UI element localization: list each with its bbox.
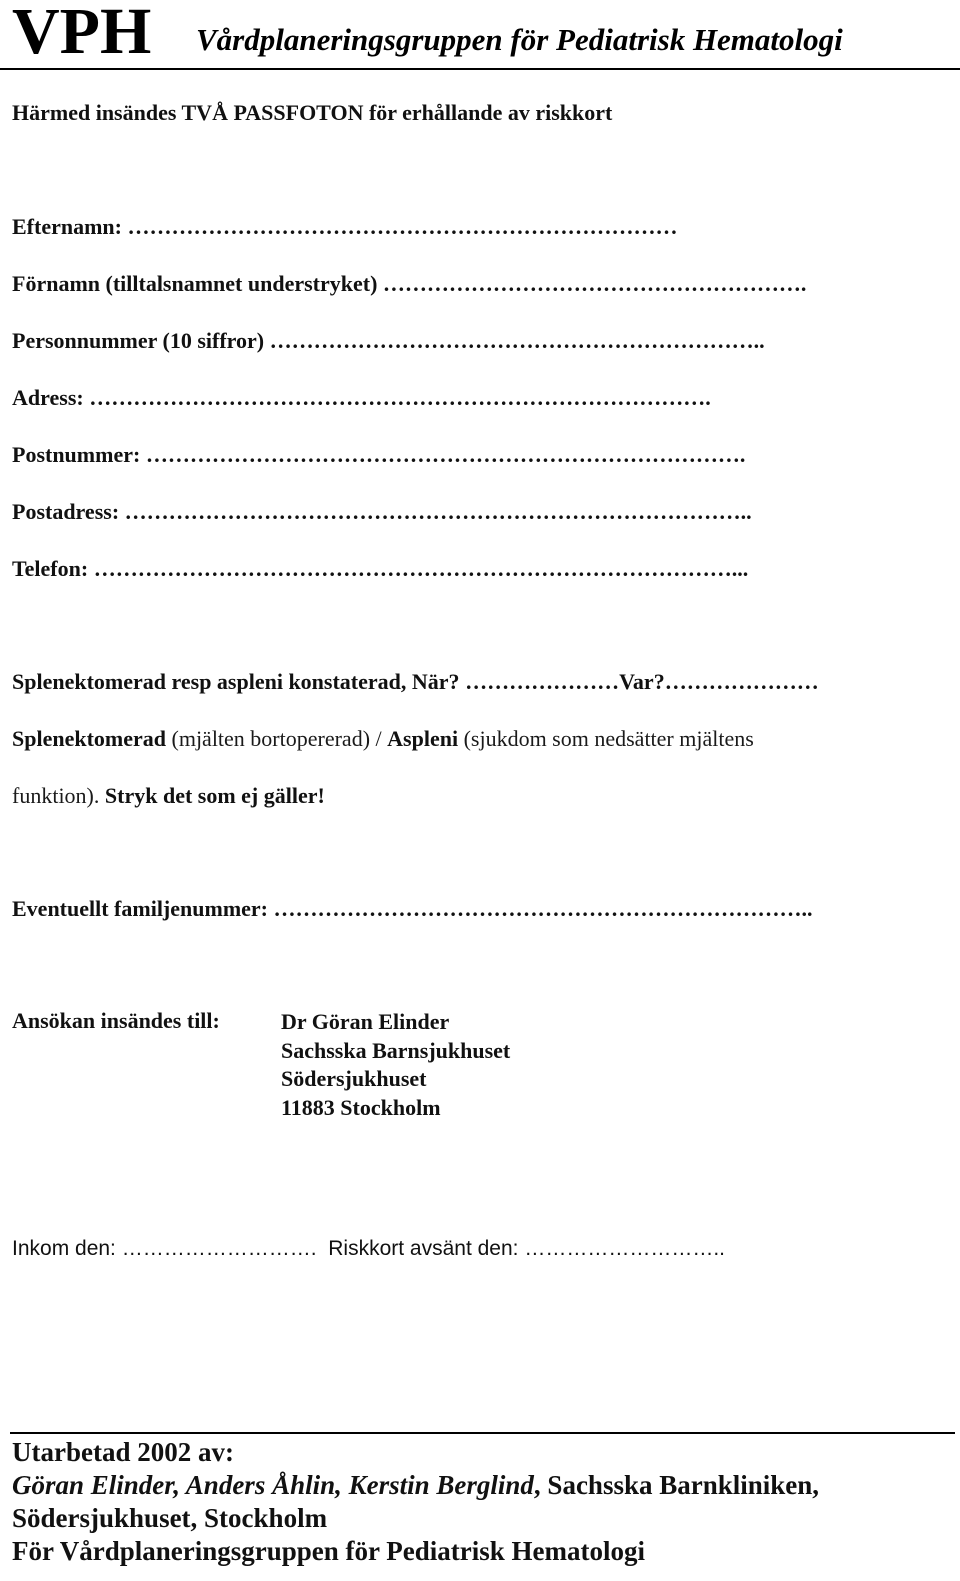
splenectomy-question-label: Splenektomerad resp aspleni konstaterad, När? [12,669,460,694]
splenectomy-question[interactable] [12,669,819,695]
footer-divider [10,1432,955,1434]
address-line: Dr Göran Elinder [281,1009,450,1034]
field-label: Adress: [12,385,84,410]
field-efternamn[interactable] [12,214,677,240]
fill-line: ………………………………………………………….. [264,328,765,353]
address-line: Södersjukhuset [281,1066,427,1091]
field-personnummer[interactable] [12,328,765,354]
field-fornamn[interactable] [12,271,806,297]
term-aspleni: Aspleni [387,726,459,751]
intro-text: Härmed insändes TVÅ PASSFOTON för erhållande av riskkort [12,100,613,125]
field-postadress[interactable] [12,499,752,525]
footer-authors [12,1469,819,1502]
field-familjenummer[interactable] [12,896,813,922]
field-label: Eventuellt familjenummer: [12,896,268,921]
author-affiliation: , Sachsska Barnkliniken, [533,1470,820,1500]
fill-line: ………………………………………………………………………. [140,442,746,467]
strike-instruction: Stryk det som ej gäller! [104,783,325,808]
organization-name: Vårdplaneringsgruppen för Pediatrisk Hematologi [196,22,843,57]
received-label: Inkom den: [12,1237,116,1260]
author-names: Göran Elinder, Anders Åhlin, Kerstin Berglind [12,1470,534,1500]
term-splenektomerad: Splenektomerad [12,726,166,751]
fill-line: …………………………………………………. [377,271,807,296]
fill-line: ………………………………………………………………… [121,214,678,239]
term-aspleni-desc-cont: funktion). [12,783,105,808]
header-divider [0,68,960,70]
office-use-line[interactable] [12,1237,725,1261]
where-fill-line: ………………… [664,669,819,694]
field-label: Efternamn: [12,214,122,239]
address-line: Sachsska Barnsjukhuset [281,1037,511,1063]
definition-line-cont [12,783,325,809]
where-label: Var? [619,669,665,694]
field-telefon[interactable] [12,556,748,582]
footer-group: För Vårdplaneringsgruppen för Pediatrisk Hematologi [12,1536,646,1566]
footer-location: Södersjukhuset, Stockholm [12,1503,328,1533]
field-label: Förnamn (tilltalsnamnet understryket) [12,271,378,296]
fill-line: ……………………………………………………………….. [268,896,813,921]
send-to-label: Ansökan insändes till: [12,1008,220,1033]
fill-line: ………………………………………………………………………….. [119,499,752,524]
when-fill-line: ………………… [459,669,620,694]
field-label: Telefon: [12,556,89,581]
sent-label: Riskkort avsänt den: [328,1237,519,1260]
field-postnummer[interactable] [12,442,745,468]
term-aspleni-desc: (sjukdom som nedsätter mjältens [458,726,754,751]
address-line: 11883 Stockholm [281,1094,441,1120]
sent-fill-line: ……………………….. [518,1237,726,1260]
fill-line: ……………………………………………………………………………... [88,556,749,581]
field-label: Postadress: [12,499,120,524]
received-fill-line: ………………………. [115,1237,317,1260]
logo-vph: VPH [12,0,152,68]
field-adress[interactable] [12,385,711,411]
send-to-address [281,1008,510,1122]
fill-line: …………………………………………………………………………. [83,385,711,410]
term-splenektomerad-desc: (mjälten bortopererad) / [166,726,388,751]
field-label: Personnummer (10 siffror) [12,328,265,353]
footer-heading: Utarbetad 2002 av: [12,1437,234,1467]
definition-line [12,726,754,752]
field-label: Postnummer: [12,442,141,467]
